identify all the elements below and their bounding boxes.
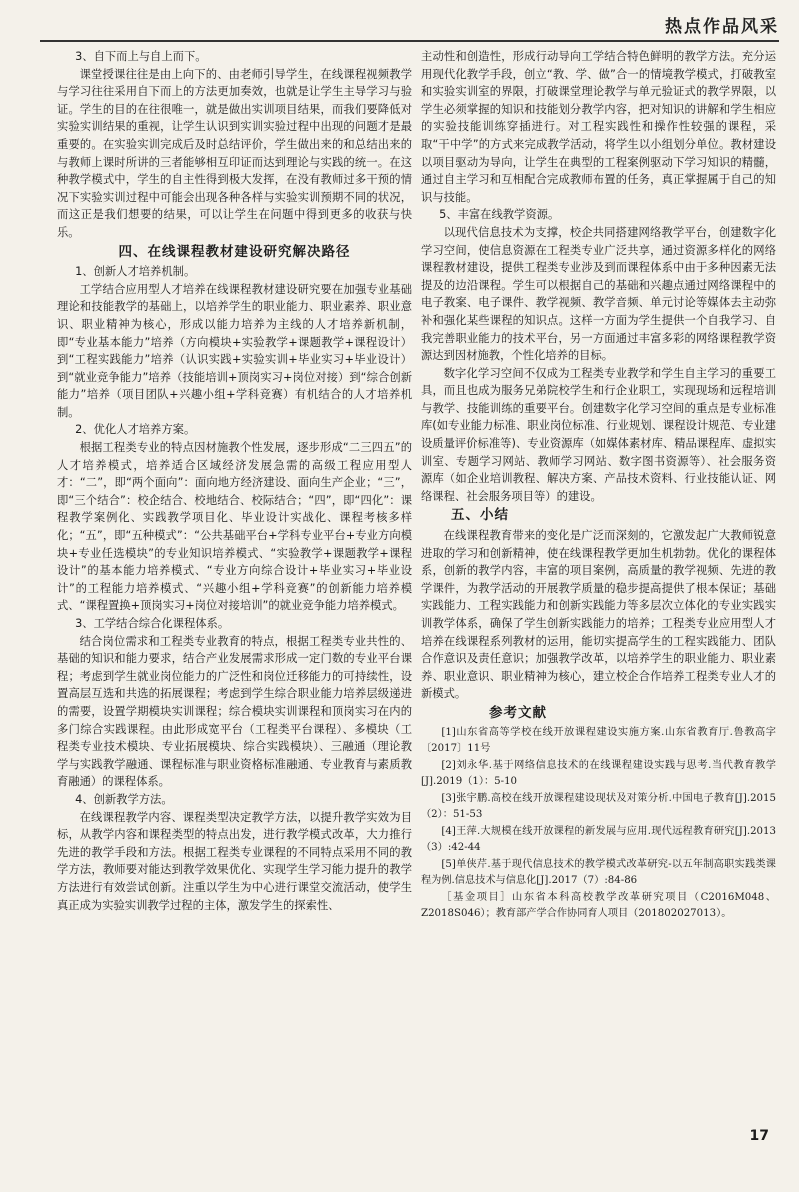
fund-note: ［基金项目］山东省本科高校教学改革研究项目（C2016M048、Z2018S046）；教育部产学合作协同育人项目（201802027013）。 [421,891,776,920]
reference-item: [2]刘永华.基于网络信息技术的在线课程建设实践与思考.当代教育教学[J].2019（1）：5-10 [421,759,776,788]
paragraph: 结合岗位需求和工程类专业教育的特点，根据工程类专业共性的、基础的知识和能力要求，结合产业发展需求形成一定门数的专业平台课程；考虑到学生就业岗位能力的广泛性和岗位迁移能力的可持续性，设置高层互选和共选的拓展课程；考虑到学生综合职业能力培养层级递进的需要，设置学期模块实训课程；综合模块实训课程和顶岗实习在内的多门综合实践课程。由此形成宽平台（工程类平台课程）、多模块（工程类专业技术模块、专业拓展模块、综合实践模块）、三融通（理论教学与实践教学融通、课程标准与职业资格标准融通、专业教育与素质教育融通）的课程体系。 [57,634,412,789]
reference-item: [3]张宇鹏.高校在线开放课程建设现状及对策分析.中国电子教育[J].2015（2）：51-53 [421,792,776,821]
references-heading: 参考文献 [489,704,547,721]
paragraph: 在线课程教学内容、课程类型决定教学方法，以提升教学实效为目标，从教学内容和课程类型的特点出发，进行教学模式改革，大力推行先进的教学手段和方法。根据工程类专业课程的不同特点采用不同的教学方法，教师要对能达到教学效果优化、实现学生学习能力提升的教学方法进行有效尝试创新。注重以学生为中心进行课堂交流活动，使学生真正成为实验实训教学过程的主体，激发学生的探索性、 [57,810,412,912]
reference-item: [5]单侠芹.基于现代信息技术的教学模式改革研究-以五年制高职实践类课程为例.信息技术与信息化[J].2017（7）:84-86 [421,858,776,887]
subheading: 3、工学结合综合化课程体系。 [75,617,230,630]
subheading: 2、优化人才培养方案。 [75,423,196,437]
reference-item: [1]山东省高等学校在线开放课程建设实施方案.山东省教育厅.鲁教高字〔2017〕11号 [421,726,776,755]
paragraph: 数字化学习空间不仅成为工程类专业教学和学生自主学习的重要工具，而且也成为服务兄弟院校学生和行企业职工，实现现场和远程培训与教学、技能训练的重要平台。创建数字化学习空间的重点是专业标准库(如专业能力标准、职业岗位标准、行业规划、课程设计规范、专业建设质量评价标准等)、专业资源库（如媒体素材库、精品课程库、虚拟实训室、专题学习网站、教师学习网站、数字图书资源等）、社会服务资源库（如企业培训教程、解决方案、产品技术资料、行业技能认证、网络课程、社会服务项目等）的建设。 [421,366,776,503]
paragraph: 工学结合应用型人才培养在线课程教材建设研究要在加强专业基础理论和技能教学的基础上，以培养学生的职业能力、职业素养、职业意识、职业精神为核心，形成以能力培养为主线的人才培养新机制，即“专业基本能力”培养（方向模块+实验教学+课题教学+课程设计）到“工程实践能力”培养（认识实践+实验实训+毕业实习+毕业设计）到“就业竞争能力”培养（技能培训+顶岗实习+岗位对接）到“综合创新能力”培养（项目团队+兴趣小组+学科竞赛）有机结合的人才培养机制。 [57,282,412,419]
subheading: 4、创新教学方法。 [75,792,173,806]
section-heading: 五、小结 [451,507,509,524]
paragraph: 在线课程教育带来的变化是广泛而深刻的，它激发起广大教师锐意进取的学习和创新精神，使在线课程教学更加生机勃勃。优化的课程体系，创新的教学内容，丰富的项目案例，高质量的教学视频、先进的教学课件，为教学活动的开展教学质量的稳步提高提供了根本保证；基础实践能力、工程实践能力和创新实践能力等多层次立体化的专业实践实训教学体系，确保了学生创新实践能力的培养；工程类专业应用型人才培养在线课程系列教材的运用，能切实提高学生的工程实践能力、团队合作意识及责任意识；加强教学改革，以培养学生的职业能力、职业素养、职业意识、职业精神为核心，建立校企合作培养工程类专业人才的新模式。 [421,529,776,701]
paragraph: 根据工程类专业的特点因材施教个性发展，逐步形成“二三四五”的人才培养模式，培养适合区域经济发展急需的高级工程应用型人才：“二”，即“两个面向”：面向地方经济建设、面向生产企业；“三”，即“三个结合”：校企结合、校地结合、校际结合；“四”，即“四化”：课程教学案例化、实践教学项目化、毕业设计实战化、课程考核多样化；“五”，即“五种模式”：“公共基础平台+学科专业平台+专业方向模块+专业任选模块”的专业知识培养模式、“实验教学+课题教学+课程设计”的基本能力培养模式、“专业方向综合设计+毕业实习+毕业设计”的工程能力培养模式、“兴趣小组+学科竞赛”的创新能力培养模式、“课程置换+顶岗实习+岗位对接培训”的就业竞争能力培养模式。 [57,441,412,613]
page-header [0,0,799,44]
section-heading: 四、在线课程教材建设研究解决路径 [118,243,351,260]
paragraph: 主动性和创造性，形成行动导向工学结合特色鲜明的教学方法。充分运用现代化教学手段，创立“教、学、做”合一的情境教学模式，打破教室和实验实训室的界限，打破课堂理论教学与单元验证式的教学界限，以学生必须掌握的知识和技能划分教学内容，把对知识的讲解和学生相应的实验技能训练穿插进行。对工程实践性和操作性较强的课程，采取“干中学”的方式来完成教学活动，将学生以小组划分单位。教材建设以项目驱动为导向，让学生在典型的工程案例驱动下学习知识的精髓，通过自主学习和互相配合完成教师布置的任务，真正掌握属于自己的知识与技能。 [421,50,776,204]
paragraph: 以现代信息技术为支撑，校企共同搭建网络教学平台，创建数字化学习空间，使信息资源在工程类专业广泛共享，通过资源多样化的网络课程教材建设，提供工程类专业涉及到而课程体系中由于多种因素无法提及的边沿课程。学生可以根据自己的基础和兴趣点通过网络课程中的电子教案、电子课件、教学视频、教学音频、单元讨论等媒体去主动弥补和强化某些课程的知识点。这样一方面为学生提供一个自我学习、自我完善职业能力的技术平台，另一方面通过丰富多彩的网络课程教学资源达到因材施教，个性化培养的目标。 [421,225,776,363]
left-column [57,48,412,914]
subheading: 3、自下而上与自上而下。 [75,50,207,63]
page-number: 17 [749,1128,769,1144]
header-divider [40,40,779,42]
reference-item: [4]王萍.大规模在线开放课程的新发展与应用.现代远程教育研究[J].2013（3）:42-44 [421,825,776,854]
section-title: 热点作品风采 [665,17,779,37]
subheading: 5、丰富在线教学资源。 [439,208,560,222]
subheading: 1、创新人才培养机制。 [75,265,196,279]
paragraph: 课堂授课往往是由上向下的、由老师引导学生，在线课程视频教学与学习往往采用自下而上的方法更加奏效，也就是让学生主导学习与验证。学生的目的在往很唯一，就是做出实训项目结果，而我们要降低对实验实训结果的重视，让学生认识到实训实验过程中出现的问题才是最重要的。在实验实训完成后及时总结评价，学生做出来的和总结出来的与教师上课时所讲的三者能够相互印证而达到理论与实践的统一。在这种教学模式中，学生的自主性得到极大发挥，在没有教师过多干预的情况下实验实训过程中可能会出现各种各样与实验实训预期不同的状况，而这正是我们想要的结果，可以让学生在问题中得到更多的收获与快乐。 [57,67,412,239]
right-column [421,48,776,923]
